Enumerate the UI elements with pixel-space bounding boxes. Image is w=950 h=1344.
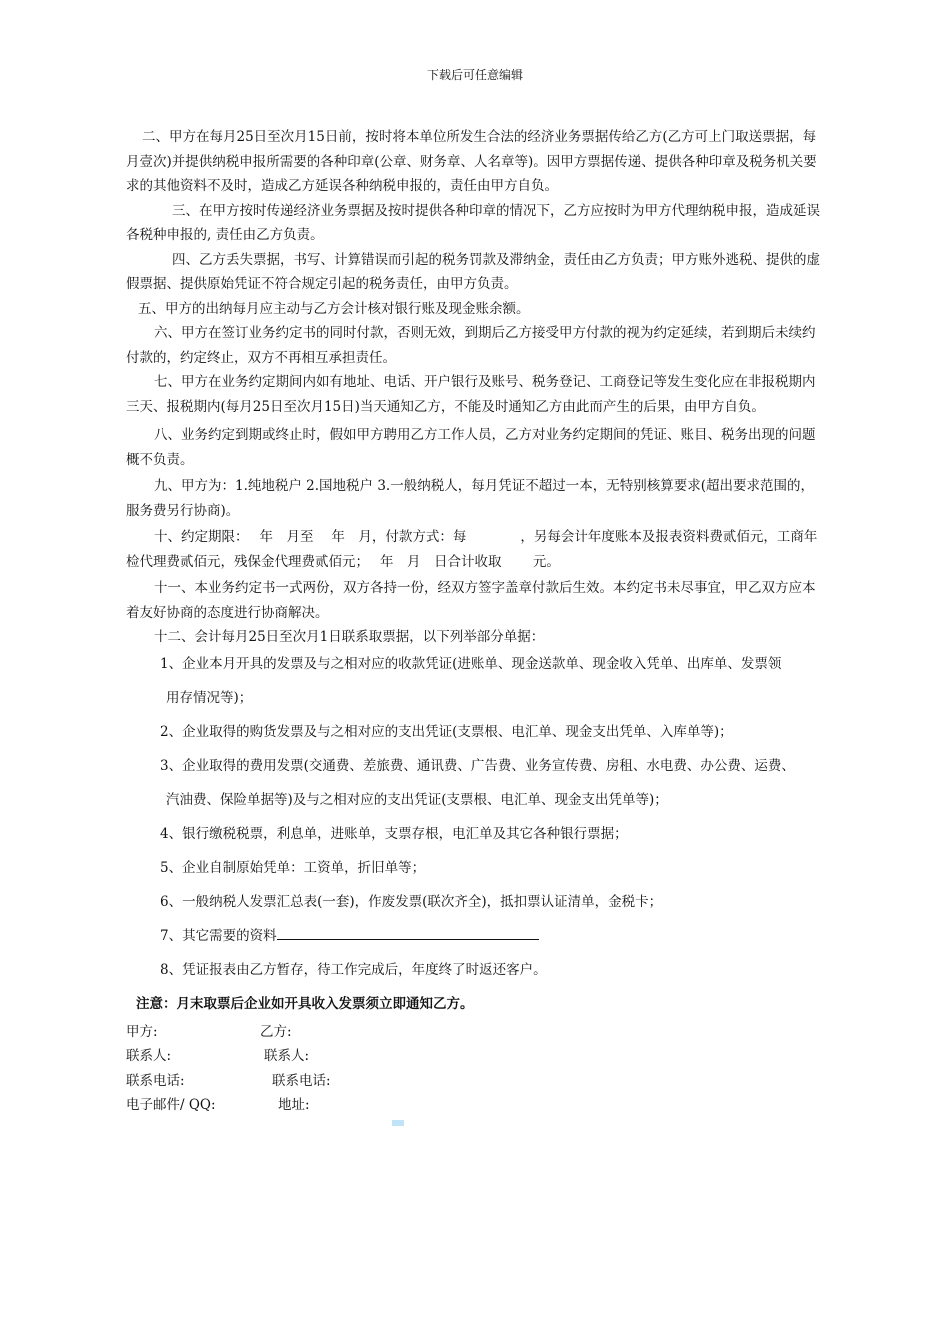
phone-b-label: 联系电话: bbox=[272, 1072, 331, 1089]
list-item: 6、一般纳税人发票汇总表(一套)，作废发票(联次齐全)，抵扣票认证清单，金税卡； bbox=[160, 893, 663, 910]
clause-12: 十二、会计每月25日至次月1日联系取票据，以下列举部分单据： bbox=[154, 629, 545, 645]
clause-6: 六、甲方在签订业务约定书的同时付款，否则无效，到期后乙方接受甲方付款的视为约定延续，若到期后未续约付款的，约定终止，双方不再相互承担责任。 bbox=[126, 325, 816, 366]
address-b-label: 地址: bbox=[278, 1097, 310, 1113]
document-list bbox=[126, 652, 826, 982]
list-item: 8、凭证报表由乙方暂存，待工作完成后，年度终了时返还客户。 bbox=[160, 961, 547, 978]
clause-7: 七、甲方在业务约定期间内如有地址、电话、开户银行及账号、税务登记、工商登记等发生变化应在非报税期内三天、报税期内(每月25日至次月15日)当天通知乙方，不能及时通知乙方由此而产生的后果，由甲方自负。 bbox=[126, 374, 816, 415]
list-item: 5、企业自制原始凭单：工资单，折旧单等； bbox=[160, 859, 426, 876]
clause-11: 十一、本业务约定书一式两份，双方各持一份，经双方签字盖章付款后生效。本约定书未尽事宜，甲乙双方应本着友好协商的态度进行协商解决。 bbox=[126, 580, 816, 621]
page-header: 下载后可任意编辑 bbox=[426, 68, 523, 82]
email-a-label: 电子邮件/ QQ: bbox=[126, 1097, 216, 1113]
party-b-label: 乙方: bbox=[260, 1023, 292, 1040]
list-item: 4、银行缴税税票，利息单，进账单，支票存根，电汇单及其它各种银行票据； bbox=[160, 825, 628, 842]
clause-10: 十、约定期限： 年 月至 年 月，付款方式：每 ，另每会计年度账本及报表资料费贰佰元，工商年检代理费贰佰元，残保金代理费贰佰元； 年 月 日合计收取 元。 bbox=[126, 529, 818, 570]
clause-3: 三、在甲方按时传递经济业务票据及按时提供各种印章的情况下，乙方应按时为甲方代理纳税申报，造成延误各税种申报的, 责任由乙方负责。 bbox=[126, 202, 820, 243]
document-body bbox=[126, 125, 826, 1118]
party-a-label: 甲方: bbox=[126, 1023, 158, 1040]
signature-block bbox=[126, 1020, 826, 1118]
clause-8: 八、业务约定到期或终止时，假如甲方聘用乙方工作人员，乙方对业务约定期间的凭证、账目、税务出现的问题概不负责。 bbox=[126, 427, 816, 468]
list-item: 1、企业本月开具的发票及与之相对应的收款凭证(进账单、现金送款单、现金收入凭单、出库单、发票领 用存情况等)； bbox=[160, 655, 782, 706]
fill-in-blank bbox=[277, 925, 539, 940]
notice: 注意：月末取票后企业如开具收入发票须立即通知乙方。 bbox=[136, 995, 474, 1012]
contact-b-label: 联系人: bbox=[264, 1048, 310, 1064]
contact-a-label: 联系人: bbox=[126, 1048, 172, 1064]
clause-5: 五、甲方的出纳每月应主动与乙方会计核对银行账及现金账余额。 bbox=[138, 300, 530, 317]
clause-9: 九、甲方为：1.纯地税户 2.国地税户 3.一般纳税人，每月凭证不超过一本，无特别核算要求(超出要求范围的，服务费另行协商)。 bbox=[126, 478, 814, 519]
list-item: 7、其它需要的资料 bbox=[126, 924, 826, 948]
list-item: 2、企业取得的购货发票及与之相对应的支出凭证(支票根、电汇单、现金支出凭单、入库单等)； bbox=[160, 723, 733, 740]
highlight-mark bbox=[392, 1120, 404, 1126]
clause-4: 四、乙方丢失票据，书写、计算错误而引起的税务罚款及滞纳金，责任由乙方负责；甲方账外逃税、提供的虚假票据、提供原始凭证不符合规定引起的税务责任，由甲方负责。 bbox=[126, 251, 820, 292]
clause-2: 二、甲方在每月25日至次月15日前，按时将本单位所发生合法的经济业务票据传给乙方(乙方可上门取送票据，每月壹次)并提供纳税申报所需要的各种印章(公章、财务章、人名章等)。因甲方票据传递、提供各种印章及税务机关要求的其他资料不及时，造成乙方延误各种纳税申报的，责任由甲方自负。 bbox=[126, 129, 817, 194]
phone-a-label: 联系电话: bbox=[126, 1072, 185, 1089]
list-item: 3、企业取得的费用发票(交通费、差旅费、通讯费、广告费、业务宣传费、房租、水电费、办公费、运费、 汽油费、保险单据等)及与之相对应的支出凭证(支票根、电汇单、现金支出凭单等)； bbox=[160, 757, 795, 808]
